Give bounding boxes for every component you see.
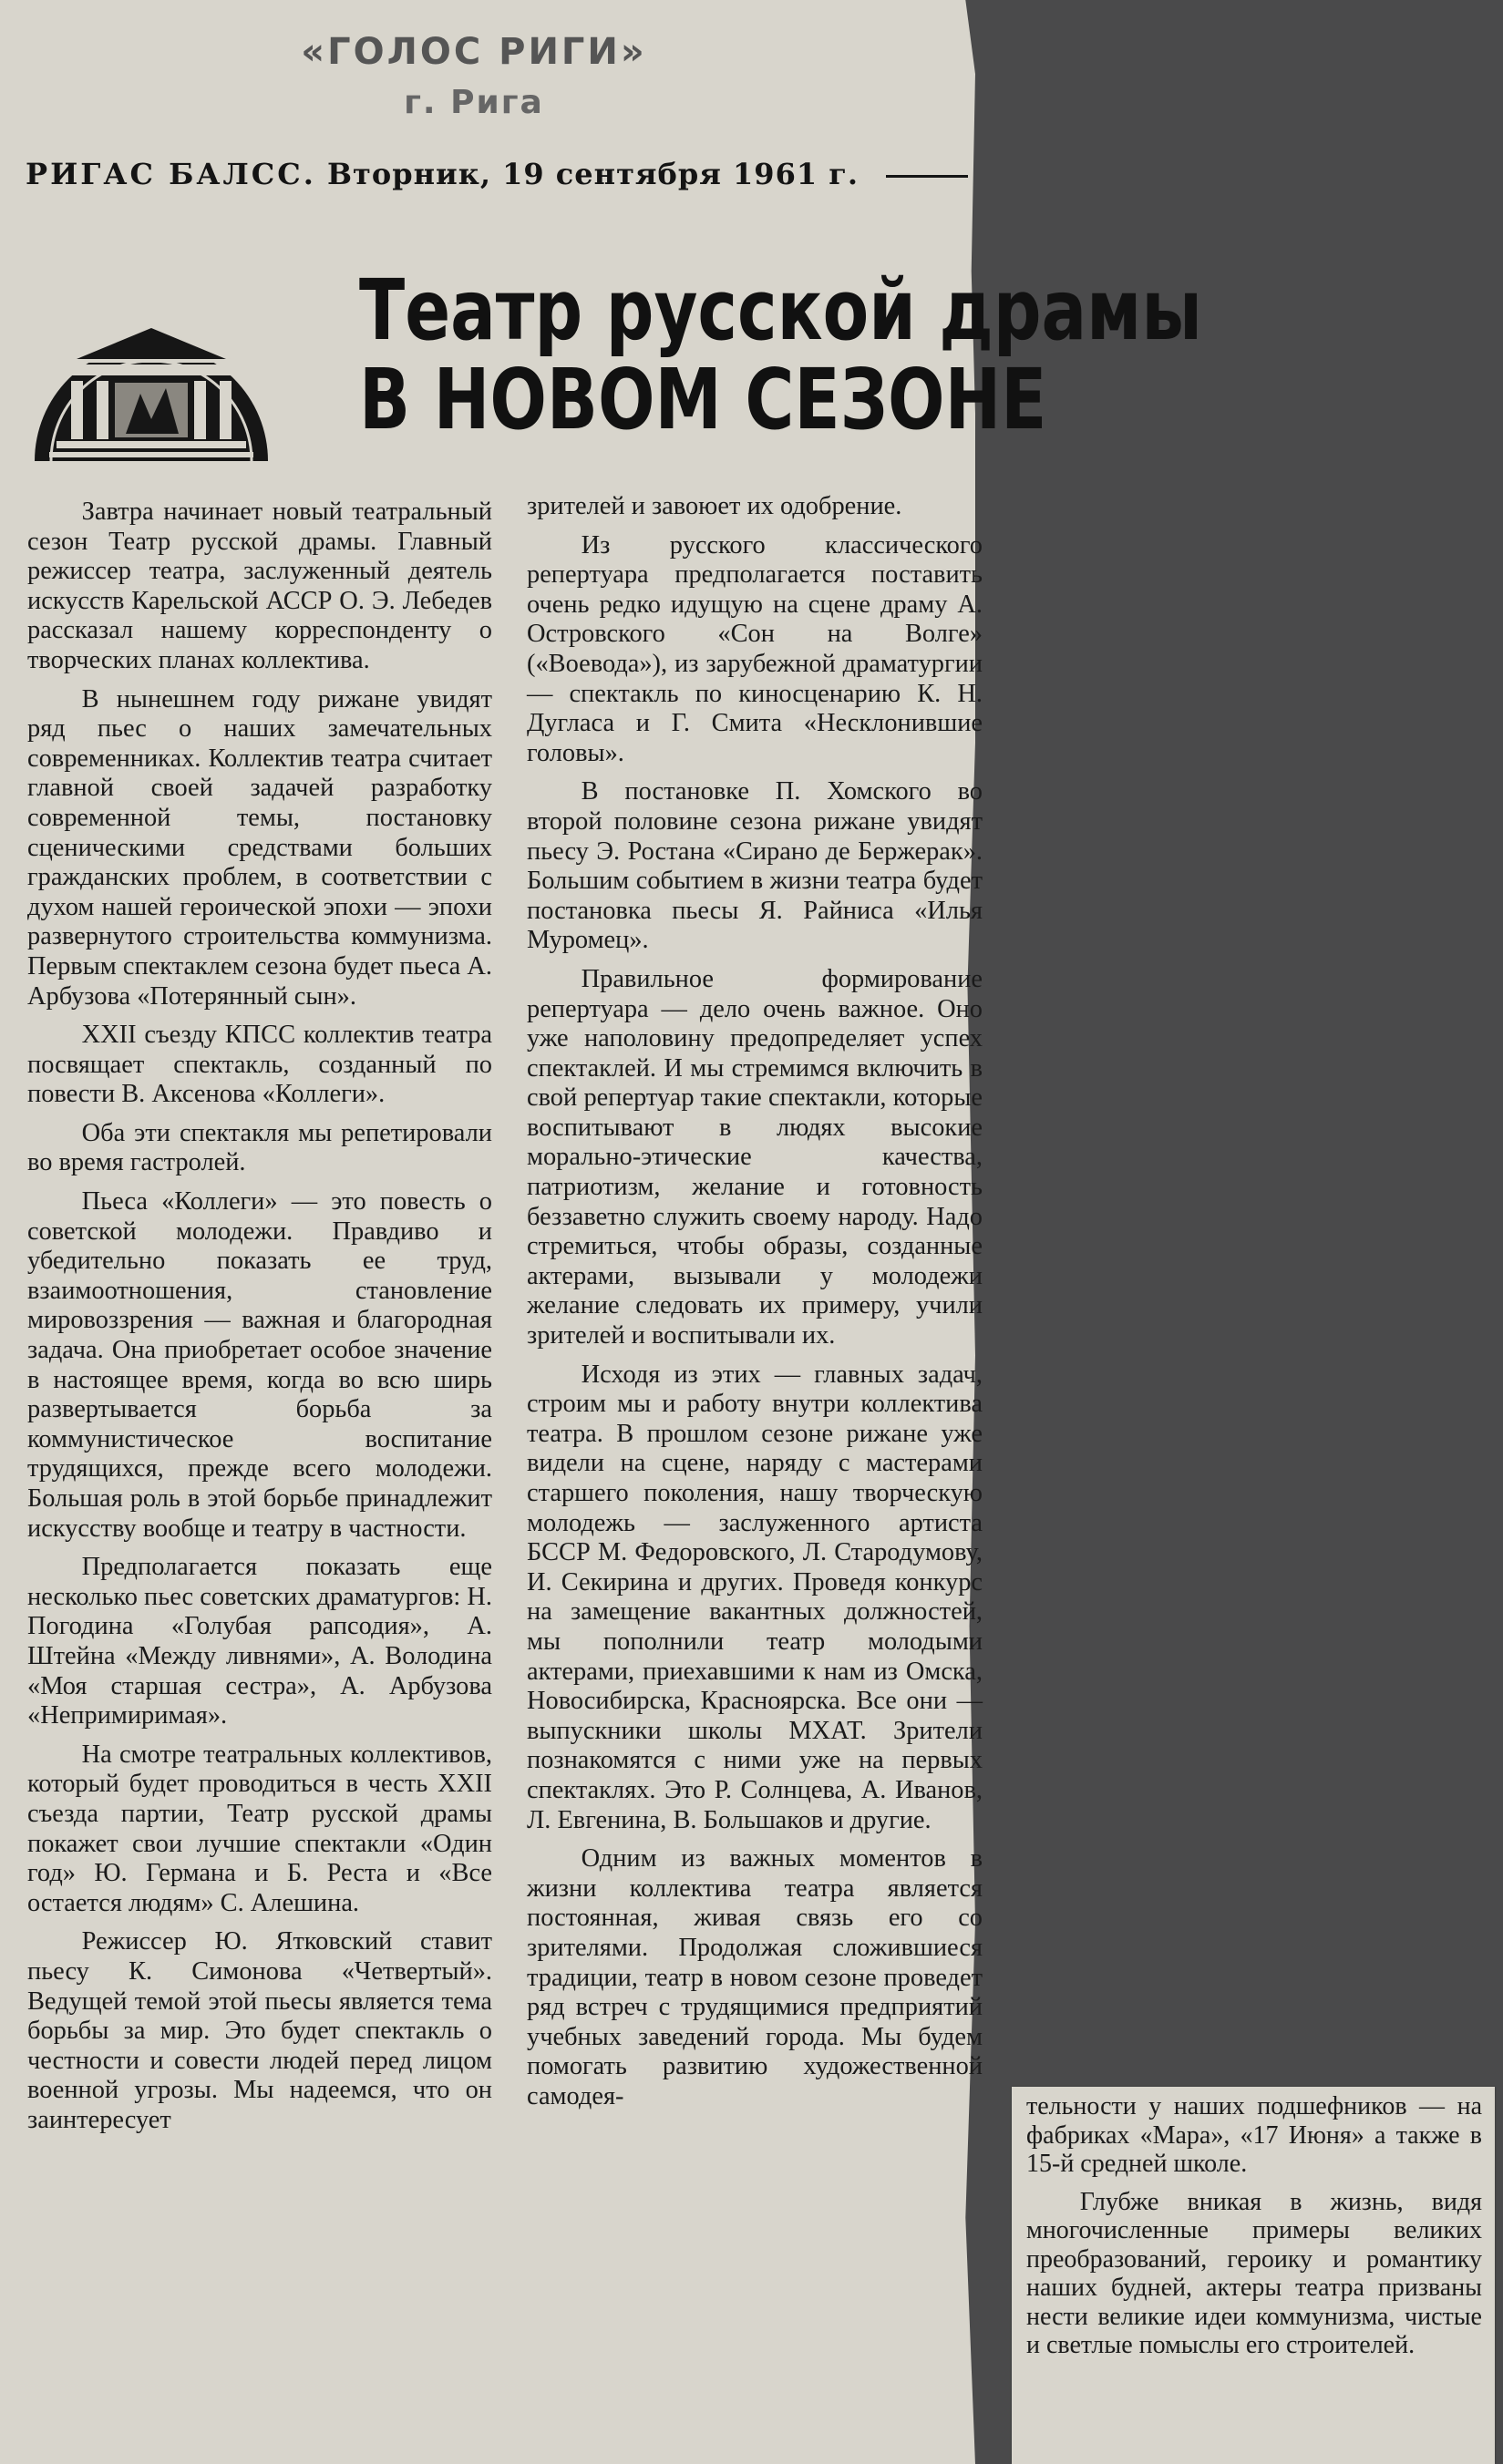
article-column-1 bbox=[27, 498, 492, 2144]
paragraph: Одним из важных моментов в жизни коллектива театра является постоянная, живая связь его со зрителями. Продолжая сложившиеся традиции, театр в новом сезоне проведет ряд встреч с трудящимися предприятий учебных заведений города. Мы будем помогать развитию художественной самодея- bbox=[527, 1844, 983, 2110]
paragraph: Правильное формирование репертуара — дело очень важное. Оно уже наполовину предопределяет успех спектаклей. И мы стремимся включить в свой репертуар такие спектакли, которые воспитывают в людях высокие морально-этические качества, патриотизм, желание и готовность беззаветно служить своему народу. Надо стремиться, чтобы образы, созданные актерами, вызывали у молодежи желание следовать их примеру, учили зрителей и воспитывали их. bbox=[527, 964, 983, 1350]
theatre-building-icon bbox=[24, 273, 279, 472]
newspaper-name-stamp: «ГОЛОС РИГИ» bbox=[301, 31, 647, 73]
masthead: РИГАС БАЛСС. bbox=[26, 157, 316, 191]
paragraph: XXII съезду КПСС коллектив театра посвящает спектакль, созданный по повести В. Аксенова «Коллеги». bbox=[27, 1021, 492, 1109]
article-column-3 bbox=[1026, 2092, 1482, 2369]
paragraph: Завтра начинает новый театральный сезон Театр русской драмы. Главный режиссер театра, заслуженный деятель искусств Карельской АССР О. Э. Лебедев рассказал нашему корреспонденту о творческих планах коллектива. bbox=[27, 498, 492, 674]
dateline-rule bbox=[886, 175, 968, 178]
paragraph: На смотре театральных коллективов, который будет проводиться в честь XXII съезда партии, Театр русской драмы покажет свои лучшие спектакли «Один год» Ю. Германа и Б. Реста и «Все остается людям» С. Алешина. bbox=[27, 1740, 492, 1917]
article-headline bbox=[359, 262, 1202, 448]
headline-line-2: В НОВОМ СЕЗОНЕ bbox=[359, 350, 1047, 448]
dateline bbox=[26, 157, 955, 191]
paragraph: Пьеса «Коллеги» — это повесть о советской молодежи. Правдиво и убедительно показать ее труд, взаимоотношения, становление мировоззрения — важная и благородная задача. Она приобретает особое значение в настоящее время, когда во всю ширь развертывается борьба за коммунистическое воспитание трудящихся, прежде всего молодежи. Большая роль в этой борьбе принадлежит искусству вообще и театру в частности. bbox=[27, 1187, 492, 1543]
paragraph: Глубже вникая в жизнь, видя многочисленные примеры великих преобразований, героику и романтику наших будней, актеры театра призваны нести великие идеи коммунизма, чистые и светлые помыслы его строителей. bbox=[1026, 2187, 1482, 2359]
paragraph: Исходя из этих — главных задач, строим мы и работу внутри коллектива театра. В прошлом сезоне рижане уже видели на сцене, наряду с мастерами старшего поколения, нашу творческую молодежь — заслуженного артиста БССР М. Федоровского, Л. Стародумову, И. Секирина и других. Проведя конкурс на замещение вакантных должностей, мы пополнили театр молодыми актерами, приехавшими к нам из Омска, Новосибирска, Красноярска. Все они — выпускники школы МХАТ. Зрители познакомятся с ними уже на первых спектаклях. Это Р. Солнцева, А. Иванов, Л. Евгенина, В. Большаков и другие. bbox=[527, 1360, 983, 1834]
paragraph: Из русского классического репертуара предполагается поставить очень редко идущую на сцене драму А. Островского «Сон на Волге» («Воевода»), из зарубежной драматургии — спектакль по киносценарию К. Н. Дугласа и Г. Смита «Несклонившие головы». bbox=[527, 530, 983, 767]
paragraph: В нынешнем году рижане увидят ряд пьес о наших замечательных современниках. Коллектив театра считает главной своей задачей разработку современной темы, постановку сценическими средствами больших гражданских проблем, в соответствии с духом нашей героической эпохи — эпохи развернутого строительства коммунизма. Первым спектаклем сезона будет пьеса А. Арбузова «Потерянный сын». bbox=[27, 684, 492, 1011]
paragraph-continuation: зрителей и завоюет их одобрение. bbox=[527, 492, 902, 520]
issue-date: Вторник, 19 сентября 1961 г. bbox=[326, 157, 859, 191]
headline-line-1: Театр русской драмы bbox=[359, 262, 1202, 359]
paragraph: Оба эти спектакля мы репетировали во время гастролей. bbox=[27, 1118, 492, 1177]
paragraph-continuation: тельности у наших подшефников — на фабриках «Мара», «17 Июня» а также в 15-й средней школе. bbox=[1026, 2092, 1482, 2178]
article-column-2 bbox=[527, 492, 983, 2120]
paragraph: В постановке П. Хомского во второй половине сезона рижане увидят пьесу Э. Ростана «Сирано де Бержерак». Большим событием в жизни театра будет постановка пьесы Я. Райниса «Илья Муромец». bbox=[527, 777, 983, 955]
paragraph: Предполагается показать еще несколько пьес советских драматургов: Н. Погодина «Голубая рапсодия», А. Штейна «Между ливнями», А. Володина «Моя старшая сестра», А. Арбузова «Непримиримая». bbox=[27, 1553, 492, 1730]
paragraph: Режиссер Ю. Ятковский ставит пьесу К. Симонова «Четвертый». Ведущей темой этой пьесы является тема борьбы за мир. Это будет спектакль о честности и совести людей перед лицом военной угрозы. Мы надеемся, что он заинтересует bbox=[27, 1927, 492, 2134]
city-stamp: г. Рига bbox=[404, 84, 544, 121]
